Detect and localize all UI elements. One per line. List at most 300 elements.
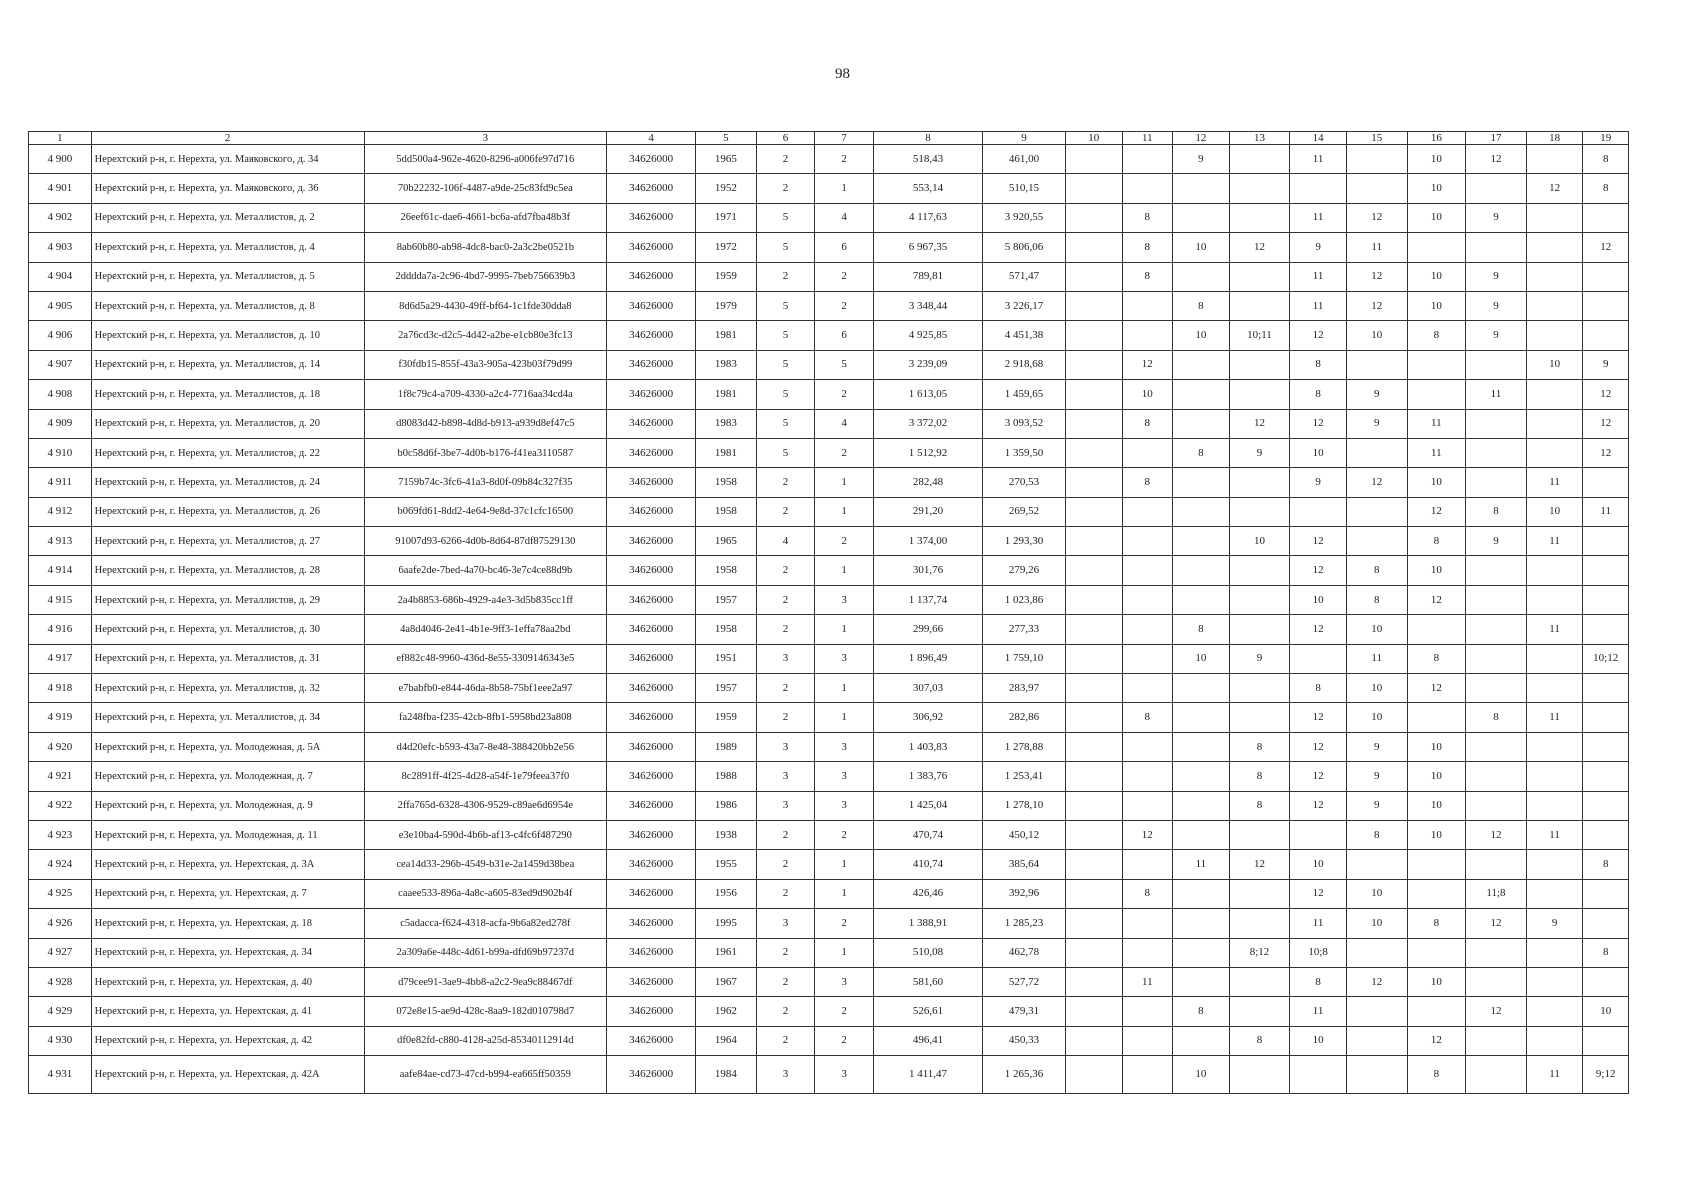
table-cell-col-13: 8 [1229, 762, 1290, 791]
table-cell-col-6: 2 [756, 615, 815, 644]
table-cell-col-16: 10 [1407, 791, 1466, 820]
table-cell-col-3: cea14d33-296b-4549-b31e-2a1459d38bea [364, 850, 607, 879]
table-cell-col-17 [1466, 174, 1527, 203]
table-cell-col-13: 8 [1229, 1026, 1290, 1055]
table-cell-col-12: 10 [1173, 644, 1230, 673]
table-row [29, 556, 1629, 585]
table-cell-col-17 [1466, 468, 1527, 497]
table-cell-col-13 [1229, 674, 1290, 703]
table-cell-col-15: 12 [1346, 203, 1407, 232]
table-cell-col-9: 462,78 [983, 938, 1066, 967]
table-cell-col-4: 34626000 [607, 350, 696, 379]
table-cell-col-14: 10 [1290, 438, 1347, 467]
table-cell-col-1: 4 923 [29, 820, 92, 849]
table-row [29, 703, 1629, 732]
table-cell-col-14 [1290, 497, 1347, 526]
table-cell-col-5: 1983 [696, 409, 757, 438]
table-cell-col-13 [1229, 497, 1290, 526]
column-header-3: 3 [364, 132, 607, 145]
table-cell-col-7: 1 [815, 850, 874, 879]
table-cell-col-17: 12 [1466, 909, 1527, 938]
table-cell-col-11: 8 [1122, 703, 1173, 732]
table-cell-col-1: 4 907 [29, 350, 92, 379]
table-cell-col-3: 072e8e15-ae9d-428c-8aa9-182d010798d7 [364, 997, 607, 1026]
table-cell-col-14: 9 [1290, 468, 1347, 497]
table-cell-col-15: 12 [1346, 262, 1407, 291]
table-cell-col-2: Нерехтский р-н, г. Нерехта, ул. Металлистов, д. 14 [91, 350, 364, 379]
table-cell-col-4: 34626000 [607, 262, 696, 291]
table-cell-col-4: 34626000 [607, 1026, 696, 1055]
table-cell-col-11 [1122, 291, 1173, 320]
table-cell-col-1: 4 901 [29, 174, 92, 203]
table-cell-col-7: 1 [815, 615, 874, 644]
table-cell-col-4: 34626000 [607, 615, 696, 644]
table-cell-col-9: 5 806,06 [983, 233, 1066, 262]
table-row [29, 438, 1629, 467]
table-cell-col-19 [1583, 820, 1629, 849]
table-cell-col-11: 8 [1122, 262, 1173, 291]
table-cell-col-19 [1583, 615, 1629, 644]
table-cell-col-8: 1 388,91 [873, 909, 982, 938]
table-cell-col-4: 34626000 [607, 321, 696, 350]
table-cell-col-14: 12 [1290, 527, 1347, 556]
table-cell-col-8: 3 239,09 [873, 350, 982, 379]
table-cell-col-14: 10 [1290, 585, 1347, 614]
table-cell-col-11 [1122, 644, 1173, 673]
table-cell-col-1: 4 908 [29, 380, 92, 409]
table-cell-col-1: 4 919 [29, 703, 92, 732]
table-cell-col-10 [1065, 615, 1122, 644]
table-cell-col-9: 1 759,10 [983, 644, 1066, 673]
table-cell-col-6: 2 [756, 850, 815, 879]
table-cell-col-17: 12 [1466, 820, 1527, 849]
table-cell-col-15: 8 [1346, 585, 1407, 614]
table-cell-col-4: 34626000 [607, 203, 696, 232]
table-cell-col-2: Нерехтский р-н, г. Нерехта, ул. Металлистов, д. 10 [91, 321, 364, 350]
table-cell-col-12 [1173, 556, 1230, 585]
table-cell-col-11: 8 [1122, 468, 1173, 497]
table-cell-col-2: Нерехтский р-н, г. Нерехта, ул. Металлистов, д. 31 [91, 644, 364, 673]
table-cell-col-2: Нерехтский р-н, г. Нерехта, ул. Металлистов, д. 18 [91, 380, 364, 409]
table-cell-col-8: 581,60 [873, 967, 982, 996]
table-cell-col-16 [1407, 879, 1466, 908]
table-cell-col-2: Нерехтский р-н, г. Нерехта, ул. Металлистов, д. 8 [91, 291, 364, 320]
table-cell-col-9: 1 278,10 [983, 791, 1066, 820]
table-cell-col-19: 10 [1583, 997, 1629, 1026]
table-row [29, 762, 1629, 791]
column-header-8: 8 [873, 132, 982, 145]
table-cell-col-5: 1964 [696, 1026, 757, 1055]
table-cell-col-17 [1466, 674, 1527, 703]
table-row [29, 909, 1629, 938]
table-cell-col-2: Нерехтский р-н, г. Нерехта, ул. Молодежная, д. 7 [91, 762, 364, 791]
table-cell-col-13: 12 [1229, 233, 1290, 262]
table-cell-col-15: 11 [1346, 644, 1407, 673]
table-row [29, 291, 1629, 320]
table-cell-col-15 [1346, 438, 1407, 467]
column-header-1: 1 [29, 132, 92, 145]
table-cell-col-7: 3 [815, 1056, 874, 1094]
table-cell-col-12: 8 [1173, 438, 1230, 467]
table-cell-col-9: 571,47 [983, 262, 1066, 291]
table-cell-col-7: 3 [815, 732, 874, 761]
table-cell-col-17: 9 [1466, 262, 1527, 291]
table-cell-col-17 [1466, 644, 1527, 673]
table-cell-col-16 [1407, 233, 1466, 262]
table-cell-col-11: 12 [1122, 820, 1173, 849]
table-cell-col-2: Нерехтский р-н, г. Нерехта, ул. Металлистов, д. 30 [91, 615, 364, 644]
table-cell-col-8: 789,81 [873, 262, 982, 291]
table-cell-col-7: 2 [815, 145, 874, 174]
table-cell-col-14: 9 [1290, 233, 1347, 262]
table-cell-col-11 [1122, 1056, 1173, 1094]
table-cell-col-4: 34626000 [607, 703, 696, 732]
table-cell-col-3: d4d20efc-b593-43a7-8e48-388420bb2e56 [364, 732, 607, 761]
table-cell-col-14: 11 [1290, 909, 1347, 938]
table-cell-col-7: 1 [815, 703, 874, 732]
table-cell-col-19 [1583, 967, 1629, 996]
table-cell-col-17: 11;8 [1466, 879, 1527, 908]
table-cell-col-3: 26eef61c-dae6-4661-bc6a-afd7fba48b3f [364, 203, 607, 232]
table-cell-col-1: 4 926 [29, 909, 92, 938]
table-cell-col-18 [1526, 585, 1583, 614]
table-cell-col-12 [1173, 203, 1230, 232]
table-cell-col-16: 12 [1407, 585, 1466, 614]
table-cell-col-12 [1173, 468, 1230, 497]
table-cell-col-6: 2 [756, 820, 815, 849]
table-cell-col-8: 1 896,49 [873, 644, 982, 673]
table-cell-col-17: 9 [1466, 203, 1527, 232]
table-cell-col-14: 12 [1290, 556, 1347, 585]
table-cell-col-11 [1122, 615, 1173, 644]
table-cell-col-10 [1065, 174, 1122, 203]
table-cell-col-16: 10 [1407, 145, 1466, 174]
table-cell-col-19 [1583, 468, 1629, 497]
table-cell-col-9: 3 093,52 [983, 409, 1066, 438]
table-cell-col-5: 1958 [696, 468, 757, 497]
table-cell-col-7: 5 [815, 350, 874, 379]
table-cell-col-3: c5adacca-f624-4318-acfa-9b6a82ed278f [364, 909, 607, 938]
table-cell-col-13 [1229, 703, 1290, 732]
table-cell-col-1: 4 904 [29, 262, 92, 291]
table-cell-col-18: 11 [1526, 468, 1583, 497]
table-row [29, 527, 1629, 556]
table-cell-col-14: 12 [1290, 732, 1347, 761]
table-cell-col-13 [1229, 820, 1290, 849]
table-cell-col-6: 5 [756, 380, 815, 409]
table-cell-col-3: fa248fba-f235-42cb-8fb1-5958bd23a808 [364, 703, 607, 732]
table-cell-col-10 [1065, 909, 1122, 938]
table-cell-col-11 [1122, 556, 1173, 585]
table-cell-col-4: 34626000 [607, 291, 696, 320]
table-cell-col-14: 12 [1290, 791, 1347, 820]
header-row [29, 132, 1629, 145]
table-cell-col-11 [1122, 674, 1173, 703]
table-cell-col-15: 9 [1346, 380, 1407, 409]
table-cell-col-8: 496,41 [873, 1026, 982, 1055]
table-cell-col-5: 1956 [696, 879, 757, 908]
table-cell-col-19: 8 [1583, 938, 1629, 967]
table-cell-col-5: 1961 [696, 938, 757, 967]
table-cell-col-19: 11 [1583, 497, 1629, 526]
table-cell-col-7: 1 [815, 468, 874, 497]
table-cell-col-2: Нерехтский р-н, г. Нерехта, ул. Металлистов, д. 24 [91, 468, 364, 497]
table-cell-col-16 [1407, 850, 1466, 879]
table-cell-col-8: 291,20 [873, 497, 982, 526]
table-cell-col-2: Нерехтский р-н, г. Нерехта, ул. Металлистов, д. 34 [91, 703, 364, 732]
table-cell-col-3: df0e82fd-c880-4128-a25d-85340112914d [364, 1026, 607, 1055]
table-cell-col-15: 12 [1346, 468, 1407, 497]
table-cell-col-16: 10 [1407, 556, 1466, 585]
table-cell-col-18 [1526, 145, 1583, 174]
table-cell-col-19: 8 [1583, 145, 1629, 174]
table-cell-col-1: 4 920 [29, 732, 92, 761]
table-cell-col-2: Нерехтский р-н, г. Нерехта, ул. Металлистов, д. 27 [91, 527, 364, 556]
table-cell-col-17 [1466, 350, 1527, 379]
table-row [29, 585, 1629, 614]
table-cell-col-5: 1951 [696, 644, 757, 673]
table-cell-col-16: 8 [1407, 1056, 1466, 1094]
table-cell-col-17 [1466, 791, 1527, 820]
table-cell-col-6: 5 [756, 409, 815, 438]
table-cell-col-15 [1346, 850, 1407, 879]
table-cell-col-8: 301,76 [873, 556, 982, 585]
table-cell-col-8: 470,74 [873, 820, 982, 849]
table-cell-col-6: 3 [756, 732, 815, 761]
table-cell-col-10 [1065, 291, 1122, 320]
table-cell-col-1: 4 909 [29, 409, 92, 438]
table-cell-col-1: 4 911 [29, 468, 92, 497]
table-cell-col-1: 4 931 [29, 1056, 92, 1094]
table-cell-col-9: 1 459,65 [983, 380, 1066, 409]
table-cell-col-2: Нерехтский р-н, г. Нерехта, ул. Молодежная, д. 9 [91, 791, 364, 820]
table-cell-col-15 [1346, 1056, 1407, 1094]
table-cell-col-2: Нерехтский р-н, г. Нерехта, ул. Нерехтская, д. 7 [91, 879, 364, 908]
table-cell-col-10 [1065, 409, 1122, 438]
table-cell-col-15 [1346, 1026, 1407, 1055]
table-cell-col-5: 1971 [696, 203, 757, 232]
table-cell-col-8: 3 348,44 [873, 291, 982, 320]
table-cell-col-16: 8 [1407, 527, 1466, 556]
table-cell-col-15 [1346, 174, 1407, 203]
table-cell-col-17 [1466, 850, 1527, 879]
table-cell-col-5: 1995 [696, 909, 757, 938]
table-cell-col-3: 2a4b8853-686b-4929-a4e3-3d5b835cc1ff [364, 585, 607, 614]
table-cell-col-8: 307,03 [873, 674, 982, 703]
table-cell-col-18 [1526, 850, 1583, 879]
table-cell-col-1: 4 906 [29, 321, 92, 350]
table-cell-col-10 [1065, 820, 1122, 849]
table-cell-col-18 [1526, 938, 1583, 967]
table-cell-col-11 [1122, 909, 1173, 938]
table-cell-col-6: 5 [756, 321, 815, 350]
table-cell-col-13 [1229, 997, 1290, 1026]
table-cell-col-19 [1583, 674, 1629, 703]
table-cell-col-5: 1986 [696, 791, 757, 820]
table-cell-col-19: 9 [1583, 350, 1629, 379]
table-cell-col-12: 10 [1173, 1056, 1230, 1094]
table-cell-col-3: e3e10ba4-590d-4b6b-af13-c4fc6f487290 [364, 820, 607, 849]
table-cell-col-9: 1 023,86 [983, 585, 1066, 614]
page-number: 98 [835, 66, 850, 82]
table-cell-col-8: 426,46 [873, 879, 982, 908]
table-cell-col-4: 34626000 [607, 233, 696, 262]
table-cell-col-18: 11 [1526, 703, 1583, 732]
table-cell-col-10 [1065, 321, 1122, 350]
table-cell-col-18 [1526, 233, 1583, 262]
table-cell-col-4: 34626000 [607, 409, 696, 438]
table-cell-col-8: 526,61 [873, 997, 982, 1026]
table-cell-col-13: 12 [1229, 409, 1290, 438]
table-cell-col-5: 1967 [696, 967, 757, 996]
table-cell-col-12: 10 [1173, 321, 1230, 350]
table-row [29, 674, 1629, 703]
table-row [29, 380, 1629, 409]
table-cell-col-12: 10 [1173, 233, 1230, 262]
table-cell-col-19 [1583, 879, 1629, 908]
table-cell-col-19: 12 [1583, 438, 1629, 467]
table-cell-col-14: 11 [1290, 203, 1347, 232]
table-cell-col-13 [1229, 262, 1290, 291]
table-cell-col-14: 12 [1290, 615, 1347, 644]
table-cell-col-8: 3 372,02 [873, 409, 982, 438]
table-cell-col-5: 1981 [696, 438, 757, 467]
table-cell-col-14 [1290, 1056, 1347, 1094]
table-cell-col-17: 8 [1466, 497, 1527, 526]
table-cell-col-9: 1 265,36 [983, 1056, 1066, 1094]
table-row [29, 233, 1629, 262]
table-cell-col-10 [1065, 233, 1122, 262]
table-cell-col-14: 10 [1290, 1026, 1347, 1055]
table-cell-col-6: 2 [756, 879, 815, 908]
table-cell-col-16: 11 [1407, 438, 1466, 467]
table-cell-col-3: aafe84ae-cd73-47cd-b994-ea665ff50359 [364, 1056, 607, 1094]
column-header-9: 9 [983, 132, 1066, 145]
table-cell-col-2: Нерехтский р-н, г. Нерехта, ул. Металлистов, д. 32 [91, 674, 364, 703]
column-header-5: 5 [696, 132, 757, 145]
table-cell-col-17 [1466, 762, 1527, 791]
table-cell-col-18 [1526, 556, 1583, 585]
table-cell-col-17 [1466, 938, 1527, 967]
table-cell-col-15 [1346, 145, 1407, 174]
column-header-13: 13 [1229, 132, 1290, 145]
table-cell-col-14: 12 [1290, 409, 1347, 438]
table-cell-col-19 [1583, 203, 1629, 232]
table-cell-col-2: Нерехтский р-н, г. Нерехта, ул. Маяковского, д. 36 [91, 174, 364, 203]
column-header-2: 2 [91, 132, 364, 145]
table-cell-col-9: 283,97 [983, 674, 1066, 703]
table-cell-col-1: 4 916 [29, 615, 92, 644]
table-cell-col-2: Нерехтский р-н, г. Нерехта, ул. Металлистов, д. 5 [91, 262, 364, 291]
table-cell-col-8: 510,08 [873, 938, 982, 967]
table-cell-col-12 [1173, 879, 1230, 908]
table-cell-col-11 [1122, 527, 1173, 556]
table-row [29, 321, 1629, 350]
table-cell-col-7: 1 [815, 879, 874, 908]
table-cell-col-15 [1346, 938, 1407, 967]
table-cell-col-2: Нерехтский р-н, г. Нерехта, ул. Нерехтская, д. 42 [91, 1026, 364, 1055]
table-cell-col-13 [1229, 909, 1290, 938]
table-cell-col-18 [1526, 321, 1583, 350]
table-cell-col-6: 5 [756, 350, 815, 379]
table-cell-col-5: 1983 [696, 350, 757, 379]
table-cell-col-18 [1526, 879, 1583, 908]
table-cell-col-10 [1065, 791, 1122, 820]
table-cell-col-8: 4 117,63 [873, 203, 982, 232]
table-cell-col-14: 12 [1290, 762, 1347, 791]
table-cell-col-12: 9 [1173, 145, 1230, 174]
table-cell-col-8: 1 512,92 [873, 438, 982, 467]
table-cell-col-10 [1065, 850, 1122, 879]
table-cell-col-11: 10 [1122, 380, 1173, 409]
table-cell-col-17: 8 [1466, 703, 1527, 732]
table-cell-col-1: 4 914 [29, 556, 92, 585]
table-cell-col-9: 1 285,23 [983, 909, 1066, 938]
table-cell-col-19 [1583, 291, 1629, 320]
table-cell-col-12 [1173, 497, 1230, 526]
table-cell-col-1: 4 917 [29, 644, 92, 673]
table-cell-col-18 [1526, 409, 1583, 438]
table-cell-col-9: 479,31 [983, 997, 1066, 1026]
table-cell-col-12 [1173, 350, 1230, 379]
table-cell-col-16: 8 [1407, 644, 1466, 673]
table-cell-col-13 [1229, 1056, 1290, 1094]
table-cell-col-1: 4 912 [29, 497, 92, 526]
table-cell-col-11: 8 [1122, 233, 1173, 262]
table-cell-col-18 [1526, 997, 1583, 1026]
table-cell-col-17 [1466, 1026, 1527, 1055]
table-cell-col-1: 4 903 [29, 233, 92, 262]
table-cell-col-6: 2 [756, 145, 815, 174]
table-cell-col-1: 4 905 [29, 291, 92, 320]
table-cell-col-12 [1173, 938, 1230, 967]
table-cell-col-14: 11 [1290, 997, 1347, 1026]
table-cell-col-5: 1989 [696, 732, 757, 761]
table-cell-col-4: 34626000 [607, 1056, 696, 1094]
table-cell-col-8: 306,92 [873, 703, 982, 732]
table-cell-col-14: 8 [1290, 674, 1347, 703]
table-cell-col-10 [1065, 674, 1122, 703]
table-cell-col-9: 392,96 [983, 879, 1066, 908]
table-cell-col-13 [1229, 291, 1290, 320]
table-cell-col-17 [1466, 556, 1527, 585]
table-cell-col-11: 11 [1122, 967, 1173, 996]
table-cell-col-16: 10 [1407, 203, 1466, 232]
table-cell-col-8: 6 967,35 [873, 233, 982, 262]
table-cell-col-12: 11 [1173, 850, 1230, 879]
table-cell-col-17 [1466, 967, 1527, 996]
table-cell-col-13 [1229, 879, 1290, 908]
table-cell-col-4: 34626000 [607, 145, 696, 174]
table-cell-col-14 [1290, 174, 1347, 203]
table-cell-col-10 [1065, 644, 1122, 673]
table-cell-col-19 [1583, 762, 1629, 791]
table-cell-col-3: ef882c48-9960-436d-8e55-3309146343e5 [364, 644, 607, 673]
table-cell-col-17 [1466, 409, 1527, 438]
table-cell-col-6: 2 [756, 997, 815, 1026]
column-header-17: 17 [1466, 132, 1527, 145]
table-cell-col-13: 10 [1229, 527, 1290, 556]
table-cell-col-11 [1122, 850, 1173, 879]
table-cell-col-5: 1952 [696, 174, 757, 203]
table-cell-col-4: 34626000 [607, 938, 696, 967]
table-cell-col-5: 1984 [696, 1056, 757, 1094]
table-cell-col-19 [1583, 585, 1629, 614]
table-cell-col-10 [1065, 497, 1122, 526]
table-cell-col-1: 4 910 [29, 438, 92, 467]
table-cell-col-7: 1 [815, 174, 874, 203]
table-cell-col-15: 9 [1346, 409, 1407, 438]
